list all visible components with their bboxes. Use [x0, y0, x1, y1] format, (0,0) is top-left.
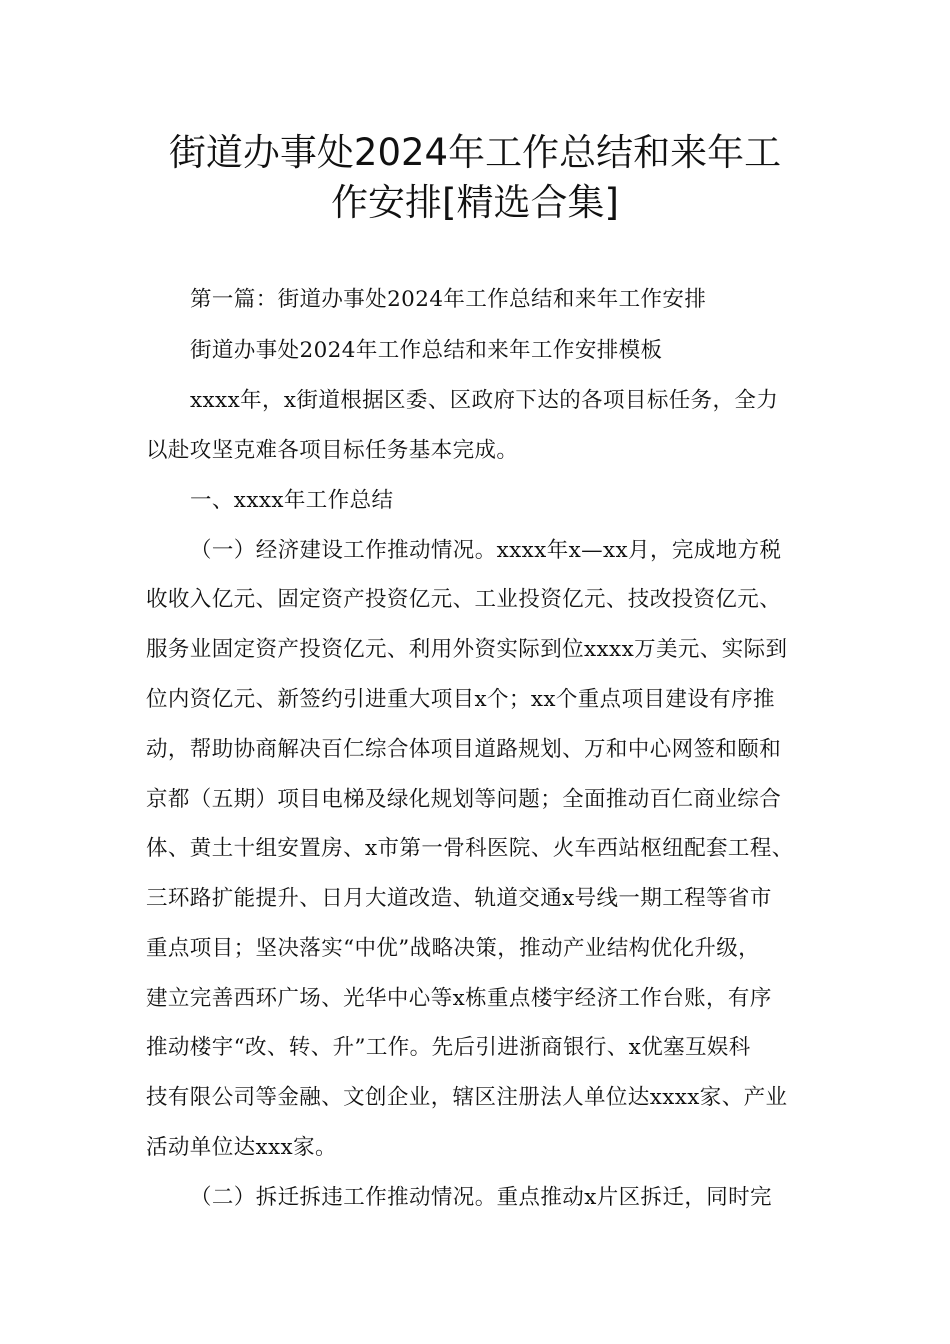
paragraph-economy-line: 建立完善西环广场、光华中心等x栋重点楼宇经济工作台账，有序	[146, 986, 772, 1011]
paragraph-economy-line: 位内资亿元、新签约引进重大项目x个；xx个重点项目建设有序推	[146, 687, 775, 712]
paragraph-economy-line: 京都（五期）项目电梯及绿化规划等问题；全面推动百仁商业综合	[146, 787, 782, 812]
paragraph-economy-line: 重点项目；坚决落实“中优”战略决策，推动产业结构优化升级，	[146, 936, 761, 961]
subtitle-template: 街道办事处2024年工作总结和来年工作安排模板	[190, 338, 663, 363]
paragraph-economy-line: 体、黄土十组安置房、x市第一骨科医院、火车西站枢纽配套工程、	[146, 836, 794, 861]
paragraph-intro-line: 以赴攻坚克难各项目标任务基本完成。	[146, 438, 519, 463]
paragraph-economy-line: 三环路扩能提升、日月大道改造、轨道交通x号线一期工程等省市	[146, 886, 772, 911]
paragraph-demolition-line: （二）拆迁拆违工作推动情况。重点推动x片区拆迁，同时完	[190, 1185, 772, 1210]
paragraph-economy-line: 活动单位达xxx家。	[146, 1135, 337, 1160]
paragraph-economy-line: 推动楼宇“改、转、升”工作。先后引进浙商银行、x优塞互娱科	[146, 1035, 751, 1060]
document-title-line-2: 作安排[精选合集]	[331, 181, 619, 224]
paragraph-intro-line: xxxx年，x街道根据区委、区政府下达的各项目标任务，全力	[190, 388, 779, 413]
section-heading-part-one: 第一篇：街道办事处2024年工作总结和来年工作安排	[190, 287, 707, 312]
paragraph-economy-line: （一）经济建设工作推动情况。xxxx年x—xx月，完成地方税	[190, 538, 782, 563]
paragraph-economy-line: 动，帮助协商解决百仁综合体项目道路规划、万和中心网签和颐和	[146, 737, 782, 762]
paragraph-economy-line: 服务业固定资产投资亿元、利用外资实际到位xxxx万美元、实际到	[146, 637, 788, 662]
section-heading-summary: 一、xxxx年工作总结	[190, 488, 394, 513]
document-title-line-1: 街道办事处2024年工作总结和来年工	[168, 131, 782, 174]
paragraph-economy-line: 收收入亿元、固定资产投资亿元、工业投资亿元、技改投资亿元、	[146, 587, 782, 612]
paragraph-economy-line: 技有限公司等金融、文创企业，辖区注册法人单位达xxxx家、产业	[146, 1085, 788, 1110]
